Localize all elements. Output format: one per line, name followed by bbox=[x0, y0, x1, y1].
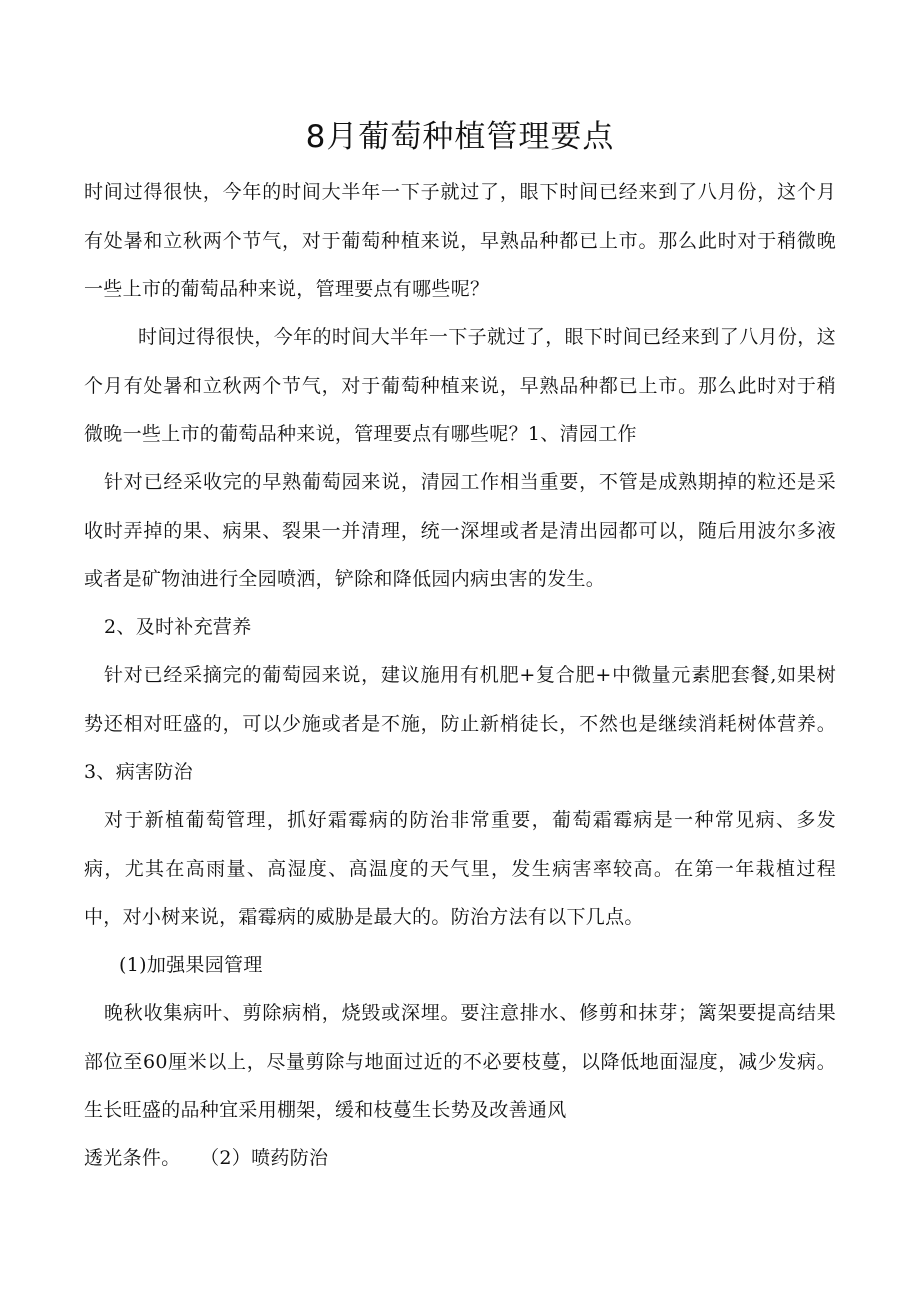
disease-paragraph: 对于新植葡萄管理，抓好霜霉病的防治非常重要，葡萄霜霉病是一种常见病、多发病，尤其在高雨量、高湿度、高温度的天气里，发生病害率较高。在第一年栽植过程中，对小树来说，霜霉病的威胁是最大的。防治方法有以下几点。 bbox=[84, 809, 836, 928]
nutrition-paragraph: 针对已经采摘完的葡萄园来说，建议施用有机肥+复合肥+中微量元素肥套餐,如果树势还相对旺盛的，可以少施或者是不施，防止新梢徒长，不然也是继续消耗树体营养。3、病害防治 bbox=[84, 664, 836, 783]
intro-paragraph: 时间过得很快，今年的时间大半年一下子就过了，眼下时间已经来到了八月份，这个月有处暑和立秋两个节气，对于葡萄种植来说，早熟品种都已上市。那么此时对于稍微晚一些上市的葡萄品种来说，管理要点有哪些呢？ bbox=[84, 181, 836, 300]
orchard-management-paragraph: 晚秋收集病叶、剪除病梢，烧毁或深埋。要注意排水、修剪和抹芽；篱架要提高结果部位至60厘米以上，尽量剪除与地面过近的不必要枝蔓，以降低地面湿度，减少发病。生长旺盛的品种宜采用棚架，缓和枝蔓生长势及改善通风 bbox=[84, 1002, 836, 1121]
document-title: 8月葡萄种植管理要点 bbox=[305, 119, 615, 155]
repeated-intro-paragraph: 时间过得很快，今年的时间大半年一下子就过了，眼下时间已经来到了八月份，这个月有处暑和立秋两个节气，对于葡萄种植来说，早熟品种都已上市。那么此时对于稍微晚一些上市的葡萄品种来说，管理要点有哪些呢？1、清园工作 bbox=[84, 326, 836, 445]
nutrition-heading: 2、及时补充营养 bbox=[104, 616, 252, 638]
spray-prevention-line: 透光条件。 （2）喷药防治 bbox=[84, 1147, 329, 1169]
orchard-management-heading: (1)加强果园管理 bbox=[119, 954, 263, 976]
cleanup-paragraph: 针对已经采收完的早熟葡萄园来说，清园工作相当重要，不管是成熟期掉的粒还是采收时弄掉的果、病果、裂果一并清理，统一深埋或者是清出园都可以，随后用波尔多液或者是矿物油进行全园喷洒，铲除和降低园内病虫害的发生。 bbox=[84, 471, 836, 590]
